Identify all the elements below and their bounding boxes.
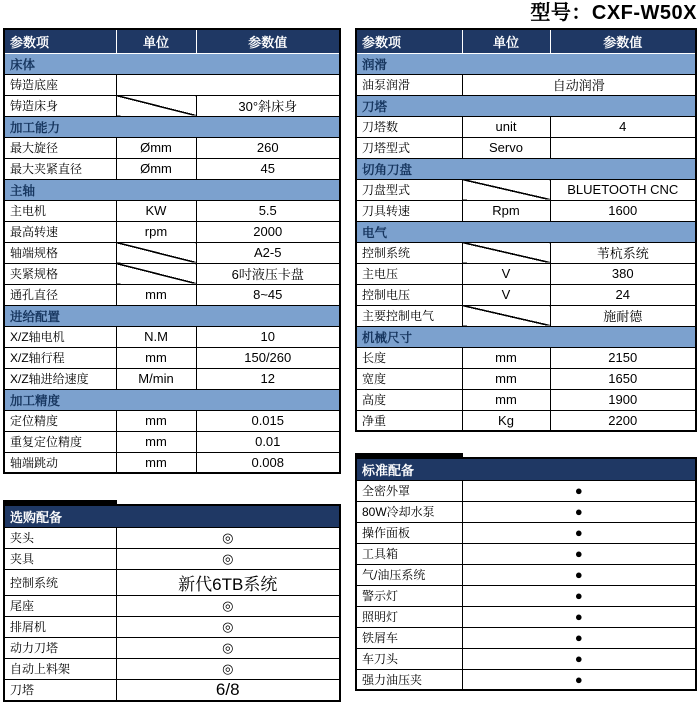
value-cell: 0.01 <box>196 431 340 452</box>
unit-cell: KW <box>116 200 196 221</box>
value-cell: 2000 <box>196 221 340 242</box>
unit-cell-na-slash <box>116 263 196 284</box>
section-title: 进给配置 <box>4 305 340 326</box>
table-row <box>356 116 696 137</box>
value-cell: 2200 <box>550 410 696 431</box>
param-cell: X/Z轴行程 <box>4 347 116 368</box>
equipment-label-cell: 照明灯 <box>356 606 462 627</box>
table-row <box>4 637 340 658</box>
param-cell: 重复定位精度 <box>4 431 116 452</box>
table-row <box>4 200 340 221</box>
table-row <box>356 284 696 305</box>
table-row <box>356 480 696 501</box>
unit-cell: mm <box>116 347 196 368</box>
section-row <box>4 305 340 326</box>
param-cell: 控制电压 <box>356 284 462 305</box>
unit-cell: Kg <box>462 410 550 431</box>
table-row <box>356 522 696 543</box>
param-cell: 轴端规格 <box>4 242 116 263</box>
equipment-mark-cell: ◎ <box>116 527 340 548</box>
param-cell: 刀具转速 <box>356 200 462 221</box>
equipment-label-cell: 操作面板 <box>356 522 462 543</box>
param-cell: 最大旋径 <box>4 137 116 158</box>
column-header-param: 参数项 <box>4 29 116 53</box>
param-cell: 刀塔型式 <box>356 137 462 158</box>
param-cell: 铸造底座 <box>4 74 116 95</box>
unit-cell: mm <box>462 347 550 368</box>
table-row <box>4 569 340 595</box>
equipment-mark-cell: ● <box>462 627 696 648</box>
value-cell: 12 <box>196 368 340 389</box>
merged-value-cell <box>116 74 340 95</box>
table-row <box>4 658 340 679</box>
table-row <box>4 284 340 305</box>
spec-table-header <box>4 29 340 53</box>
unit-cell-na-slash <box>116 242 196 263</box>
equipment-mark-cell: ◎ <box>116 616 340 637</box>
table-row <box>356 137 696 158</box>
section-title: 电气 <box>356 221 696 242</box>
table-row <box>356 564 696 585</box>
value-cell: 260 <box>196 137 340 158</box>
equipment-header-row <box>4 505 340 527</box>
param-cell: 刀盘型式 <box>356 179 462 200</box>
table-row <box>356 368 696 389</box>
equipment-mark-cell: ● <box>462 585 696 606</box>
equipment-mark-cell: ◎ <box>116 595 340 616</box>
equipment-label-cell: 强力油压夹 <box>356 669 462 690</box>
merged-value-cell: 自动润滑 <box>462 74 696 95</box>
table-row <box>356 501 696 522</box>
unit-cell: Rpm <box>462 200 550 221</box>
table-row <box>356 389 696 410</box>
table-row <box>4 137 340 158</box>
unit-cell-na-slash <box>462 242 550 263</box>
section-title: 床体 <box>4 53 340 74</box>
param-cell: 夹紧规格 <box>4 263 116 284</box>
section-row <box>356 326 696 347</box>
table-row <box>356 200 696 221</box>
equipment-mark-cell: ● <box>462 648 696 669</box>
unit-cell: Servo <box>462 137 550 158</box>
table-row <box>356 179 696 200</box>
unit-cell: mm <box>116 431 196 452</box>
table-row <box>356 347 696 368</box>
equipment-mark-cell: ◎ <box>116 548 340 569</box>
param-cell: X/Z轴电机 <box>4 326 116 347</box>
param-cell: 主电机 <box>4 200 116 221</box>
value-cell: 45 <box>196 158 340 179</box>
column-header-value: 参数值 <box>550 29 696 53</box>
equipment-mark-cell: ◎ <box>116 637 340 658</box>
value-cell: A2-5 <box>196 242 340 263</box>
table-row <box>4 326 340 347</box>
table-row <box>4 95 340 116</box>
column-header-unit: 单位 <box>462 29 550 53</box>
value-cell: 4 <box>550 116 696 137</box>
table-row <box>4 616 340 637</box>
equipment-label-cell: 自动上料架 <box>4 658 116 679</box>
unit-cell: V <box>462 263 550 284</box>
section-title: 润滑 <box>356 53 696 74</box>
section-title: 机械尺寸 <box>356 326 696 347</box>
value-cell: 2150 <box>550 347 696 368</box>
equipment-label-cell: 排屑机 <box>4 616 116 637</box>
param-cell: X/Z轴进给速度 <box>4 368 116 389</box>
param-cell: 最大夹紧直径 <box>4 158 116 179</box>
table-row <box>4 452 340 473</box>
section-row <box>4 116 340 137</box>
param-cell: 主电压 <box>356 263 462 284</box>
spec-header-row <box>356 29 696 53</box>
unit-cell: mm <box>116 410 196 431</box>
unit-cell: mm <box>116 452 196 473</box>
table-row <box>4 595 340 616</box>
left-column <box>3 0 341 702</box>
param-cell: 净重 <box>356 410 462 431</box>
section-row <box>356 95 696 116</box>
table-row <box>4 347 340 368</box>
equipment-mark-cell: ● <box>462 564 696 585</box>
right-column <box>355 0 697 702</box>
param-cell: 刀塔数 <box>356 116 462 137</box>
spec-header-row <box>4 29 340 53</box>
standard-equipment-table <box>355 457 697 691</box>
param-cell: 轴端跳动 <box>4 452 116 473</box>
table-row <box>356 242 696 263</box>
table-row <box>356 585 696 606</box>
value-cell: 0.008 <box>196 452 340 473</box>
value-cell: 6吋液压卡盘 <box>196 263 340 284</box>
param-cell: 定位精度 <box>4 410 116 431</box>
unit-cell: M/min <box>116 368 196 389</box>
equipment-mark-cell: ● <box>462 543 696 564</box>
table-row <box>4 221 340 242</box>
equipment-value-cell: 新代6TB系统 <box>116 569 340 595</box>
equipment-label-cell: 动力刀塔 <box>4 637 116 658</box>
equipment-label-cell: 全密外罩 <box>356 480 462 501</box>
table-row <box>4 679 340 701</box>
table-row <box>4 431 340 452</box>
table-row <box>4 527 340 548</box>
table-row <box>4 263 340 284</box>
section-title: 刀塔 <box>356 95 696 116</box>
param-cell: 高度 <box>356 389 462 410</box>
column-header-value: 参数值 <box>196 29 340 53</box>
table-row <box>356 606 696 627</box>
equipment-mark-cell: ● <box>462 606 696 627</box>
equipment-mark-cell: ● <box>462 501 696 522</box>
section-row <box>4 179 340 200</box>
unit-cell-na-slash <box>462 305 550 326</box>
value-cell: 8~45 <box>196 284 340 305</box>
param-cell: 油泵润滑 <box>356 74 462 95</box>
unit-cell: mm <box>462 368 550 389</box>
equipment-value-cell: 6/8 <box>116 679 340 701</box>
equipment-label-cell: 车刀头 <box>356 648 462 669</box>
left-gap <box>3 474 341 500</box>
table-row <box>4 242 340 263</box>
right-gap <box>355 432 697 453</box>
section-row <box>356 221 696 242</box>
value-cell: 380 <box>550 263 696 284</box>
table-row <box>4 158 340 179</box>
table-row <box>356 627 696 648</box>
value-cell: 24 <box>550 284 696 305</box>
unit-cell: rpm <box>116 221 196 242</box>
section-row <box>356 158 696 179</box>
value-cell: 1900 <box>550 389 696 410</box>
table-row <box>4 368 340 389</box>
unit-cell: N.M <box>116 326 196 347</box>
value-cell: 5.5 <box>196 200 340 221</box>
param-cell: 主要控制电气 <box>356 305 462 326</box>
section-title: 切角刀盘 <box>356 158 696 179</box>
value-cell: 1650 <box>550 368 696 389</box>
equipment-label-cell: 夹具 <box>4 548 116 569</box>
equipment-header-row <box>356 458 696 480</box>
value-cell: BLUETOOTH CNC <box>550 179 696 200</box>
param-cell: 最高转速 <box>4 221 116 242</box>
table-row <box>356 305 696 326</box>
param-cell: 长度 <box>356 347 462 368</box>
equipment-label-cell: 工具箱 <box>356 543 462 564</box>
param-cell: 铸造床身 <box>4 95 116 116</box>
unit-cell: mm <box>116 284 196 305</box>
equipment-label-cell: 警示灯 <box>356 585 462 606</box>
value-cell: 150/260 <box>196 347 340 368</box>
equipment-mark-cell: ● <box>462 522 696 543</box>
spec-table-left-top <box>3 28 341 474</box>
equipment-mark-cell: ◎ <box>116 658 340 679</box>
spec-table-header <box>356 29 696 53</box>
equipment-label-cell: 控制系统 <box>4 569 116 595</box>
value-cell: 施耐德 <box>550 305 696 326</box>
value-cell: 苇杭系统 <box>550 242 696 263</box>
spec-table-right-top <box>355 28 697 432</box>
value-cell: 30°斜床身 <box>196 95 340 116</box>
section-row <box>4 389 340 410</box>
table-row <box>356 263 696 284</box>
left-top-spacer <box>3 0 341 28</box>
table-row <box>356 669 696 690</box>
column-header-param: 参数项 <box>356 29 462 53</box>
unit-cell: Ømm <box>116 137 196 158</box>
model-title: 型号：CXF-W50X <box>530 2 697 24</box>
table-row <box>356 648 696 669</box>
table-row <box>4 548 340 569</box>
equipment-mark-cell: ● <box>462 480 696 501</box>
table-row <box>356 410 696 431</box>
equipment-label-cell: 夹头 <box>4 527 116 548</box>
equipment-label-cell: 尾座 <box>4 595 116 616</box>
equipment-label-cell: 80W冷却水泵 <box>356 501 462 522</box>
table-row <box>4 410 340 431</box>
param-cell: 宽度 <box>356 368 462 389</box>
unit-cell: mm <box>462 389 550 410</box>
unit-cell: Ømm <box>116 158 196 179</box>
value-cell: 1600 <box>550 200 696 221</box>
table-row <box>4 74 340 95</box>
unit-cell-na-slash <box>116 95 196 116</box>
column-header-unit: 单位 <box>116 29 196 53</box>
section-title: 主轴 <box>4 179 340 200</box>
equipment-table-title: 标准配备 <box>356 458 696 480</box>
value-cell <box>550 137 696 158</box>
section-title: 加工能力 <box>4 116 340 137</box>
param-cell: 控制系统 <box>356 242 462 263</box>
table-row <box>356 74 696 95</box>
section-row <box>356 53 696 74</box>
table-row <box>356 543 696 564</box>
unit-cell: unit <box>462 116 550 137</box>
equipment-label-cell: 刀塔 <box>4 679 116 701</box>
param-cell: 通孔直径 <box>4 284 116 305</box>
unit-cell: V <box>462 284 550 305</box>
value-cell: 10 <box>196 326 340 347</box>
optional-equipment-table <box>3 504 341 702</box>
section-row <box>4 53 340 74</box>
value-cell: 0.015 <box>196 410 340 431</box>
unit-cell-na-slash <box>462 179 550 200</box>
equipment-mark-cell: ● <box>462 669 696 690</box>
equipment-label-cell: 铁屑车 <box>356 627 462 648</box>
section-title: 加工精度 <box>4 389 340 410</box>
equipment-label-cell: 气/油压系统 <box>356 564 462 585</box>
equipment-table-title: 选购配备 <box>4 505 340 527</box>
